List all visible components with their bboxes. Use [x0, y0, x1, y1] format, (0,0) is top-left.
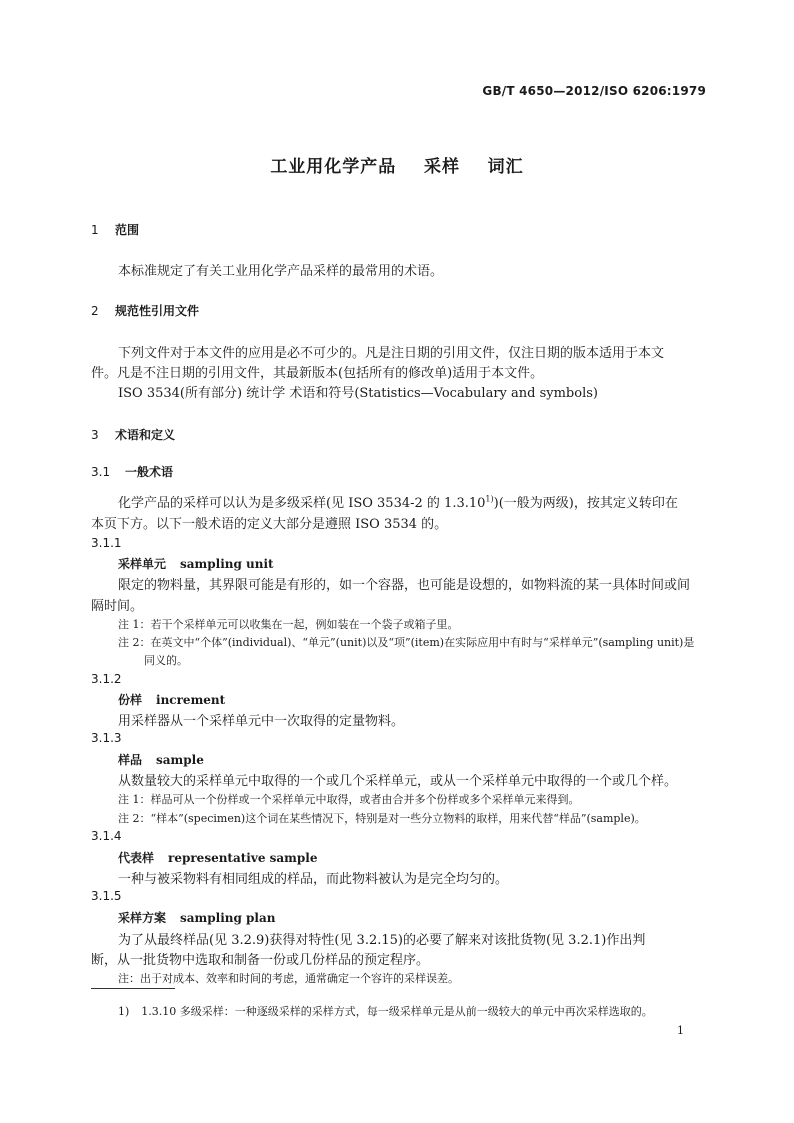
term-3-1-3-def-line-1: 从数量较大的采样单元中取得的一个或几个采样单元，或从一个采样单元中取得的一个或几个样。: [118, 774, 678, 789]
section-2-heading: [91, 302, 199, 319]
term-3-1-5-note: 注：出于对成本、效率和时间的考虑，通常确定一个容许的采样误差。: [118, 972, 459, 985]
section-title: 规范性引用文件: [115, 304, 200, 318]
footnote-separator: [91, 988, 175, 989]
section-number: 3: [91, 428, 99, 442]
section-number: 1: [91, 223, 99, 237]
term-3-1-5-def-line-2: 断，从一批货物中选取和制备一份或几份样品的预定程序。: [91, 953, 430, 968]
term-3-1-4-number: 3.1.4: [91, 829, 122, 843]
footnote-reference: 1): [485, 494, 494, 504]
term-zh: 采样单元: [118, 557, 167, 571]
section-3-1-body-line-1: [118, 492, 678, 511]
section-number: 3.1: [91, 465, 111, 479]
page-number: 1: [677, 1024, 684, 1037]
normative-reference: ISO 3534(所有部分) 统计学 术语和符号(Statistics—Vocabulary and symbols): [118, 386, 598, 401]
footnote: [118, 1003, 653, 1019]
term-3-1-1-heading: [118, 555, 274, 572]
term-en: sampling plan: [180, 911, 276, 925]
section-2-body-line-2: 件。凡是不注日期的引用文件，其最新版本(包括所有的修改单)适用于本文件。: [91, 366, 544, 381]
term-3-1-4-def-line-1: 一种与被采物料有相同组成的样品，而此物料被认为是完全均匀的。: [118, 872, 509, 887]
footnote-mark: 1): [118, 1005, 130, 1018]
term-3-1-3-note-2: 注 2：“样本”(specimen)这个词在某些情况下，特别是对一些分立物料的取样，用来代替“样品”(sample)。: [118, 812, 646, 825]
section-3-1-body-line-2: 本页下方。以下一般术语的定义大部分是遵照 ISO 3534 的。: [91, 517, 448, 532]
term-zh: 样品: [118, 753, 143, 767]
section-2-body-line-1: 下列文件对于本文件的应用是必不可少的。凡是注日期的引用文件，仅注日期的版本适用于本文: [118, 346, 665, 361]
term-en: sampling unit: [180, 557, 274, 571]
term-3-1-3-heading: [118, 751, 204, 768]
term-3-1-1-note-2-line-1: 注 2：在英文中“个体”(individual)、“单元”(unit)以及“项”(item)在实际应用中有时与“采样单元”(sampling unit)是: [118, 636, 695, 649]
term-zh: 采样方案: [118, 911, 167, 925]
section-3-1-heading: [91, 463, 173, 480]
term-3-1-4-heading: [118, 849, 317, 866]
section-1-body: 本标准规定了有关工业用化学产品采样的最常用的术语。: [118, 264, 444, 279]
section-3-heading: [91, 426, 175, 443]
document-title: 工业用化学产品 采样 词汇: [270, 157, 524, 177]
term-3-1-1-def-line-1: 限定的物料量，其界限可能是有形的，如一个容器，也可能是设想的，如物料流的某一具体时间或间: [118, 578, 691, 593]
term-3-1-2-number: 3.1.2: [91, 672, 122, 686]
section-title: 一般术语: [125, 465, 174, 479]
term-en: representative sample: [168, 851, 318, 865]
term-zh: 份样: [118, 693, 143, 707]
term-3-1-2-heading: [118, 691, 225, 708]
section-title: 范围: [115, 223, 140, 237]
term-3-1-5-number: 3.1.5: [91, 889, 122, 903]
term-3-1-3-note-1: 注 1：样品可从一个份样或一个采样单元中取得，或者由合并多个份样或多个采样单元来得到。: [118, 793, 580, 806]
term-3-1-1-def-line-2: 隔时间。: [91, 599, 144, 614]
term-3-1-5-def-line-1: 为了从最终样品(见 3.2.9)获得对特性(见 3.2.15)的必要了解来对该批货物(见 3.2.1)作出判: [118, 933, 646, 948]
term-zh: 代表样: [118, 851, 155, 865]
section-number: 2: [91, 304, 99, 318]
term-3-1-1-note-2-line-2: 同义的。: [144, 654, 188, 667]
term-3-1-5-heading: [118, 909, 276, 926]
footnote-text: 1.3.10 多级采样：一种逐级采样的采样方式，每一级采样单元是从前一级较大的单元中再次采样选取的。: [141, 1005, 653, 1018]
term-en: increment: [156, 693, 226, 707]
term-3-1-1-number: 3.1.1: [91, 536, 122, 550]
body-text: 化学产品的采样可以认为是多级采样(见 ISO 3534-2 的 1.3.10: [118, 496, 486, 511]
term-en: sample: [156, 753, 204, 767]
section-1-heading: [91, 221, 139, 238]
section-title: 术语和定义: [115, 428, 176, 442]
term-3-1-3-number: 3.1.3: [91, 731, 122, 745]
body-text: )(一般为两级)，按其定义转印在: [493, 496, 678, 511]
standard-code-header: GB/T 4650—2012/ISO 6206:1979: [482, 84, 706, 98]
term-3-1-1-note-1: 注 1：若干个采样单元可以收集在一起，例如装在一个袋子或箱子里。: [118, 618, 459, 631]
term-3-1-2-def-line-1: 用采样器从一个采样单元中一次取得的定量物料。: [118, 714, 405, 729]
